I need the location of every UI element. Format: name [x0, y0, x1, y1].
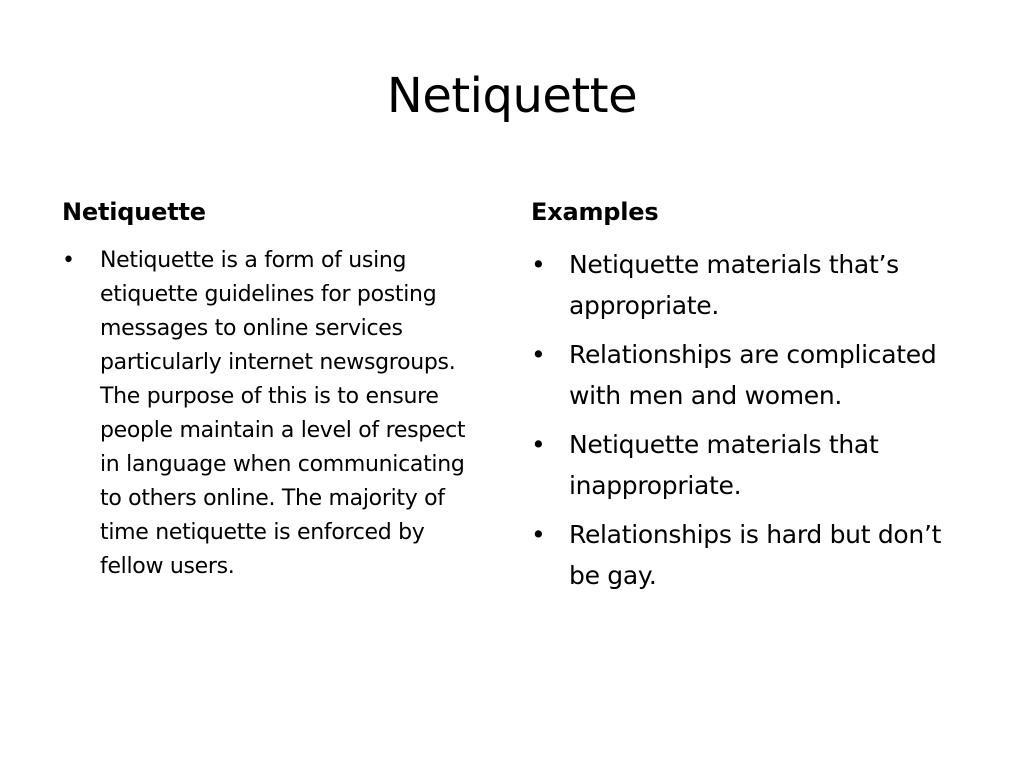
bullet-text: Netiquette materials that inappropriate. — [569, 430, 879, 500]
right-column-heading: Examples — [531, 198, 659, 226]
list-item — [531, 424, 971, 506]
bullet-icon: • — [531, 520, 546, 549]
bullet-icon: • — [531, 250, 546, 279]
right-column — [531, 196, 971, 604]
left-bullet-list — [62, 244, 482, 584]
list-item — [531, 514, 971, 596]
right-bullet-list — [531, 244, 971, 596]
left-column-heading: Netiquette — [62, 198, 206, 226]
slide-title: Netiquette — [386, 68, 638, 124]
bullet-text: Netiquette is a form of using etiquette guidelines for posting messages to online services particularly internet newsgroups. The purpose of this is to ensure people maintain a level of respect in language when communicating to others online. The majority of time netiquette is enforced by fellow users. — [100, 248, 466, 579]
list-item — [62, 244, 482, 584]
bullet-icon: • — [531, 340, 546, 369]
bullet-text: Netiquette materials that’s appropriate. — [569, 250, 899, 320]
bullet-text: Relationships is hard but don’t be gay. — [569, 520, 942, 590]
bullet-icon: • — [531, 430, 546, 459]
list-item — [531, 244, 971, 326]
list-item — [531, 334, 971, 416]
bullet-text: Relationships are complicated with men and women. — [569, 340, 937, 410]
left-column — [62, 196, 482, 584]
bullet-icon: • — [62, 248, 75, 273]
